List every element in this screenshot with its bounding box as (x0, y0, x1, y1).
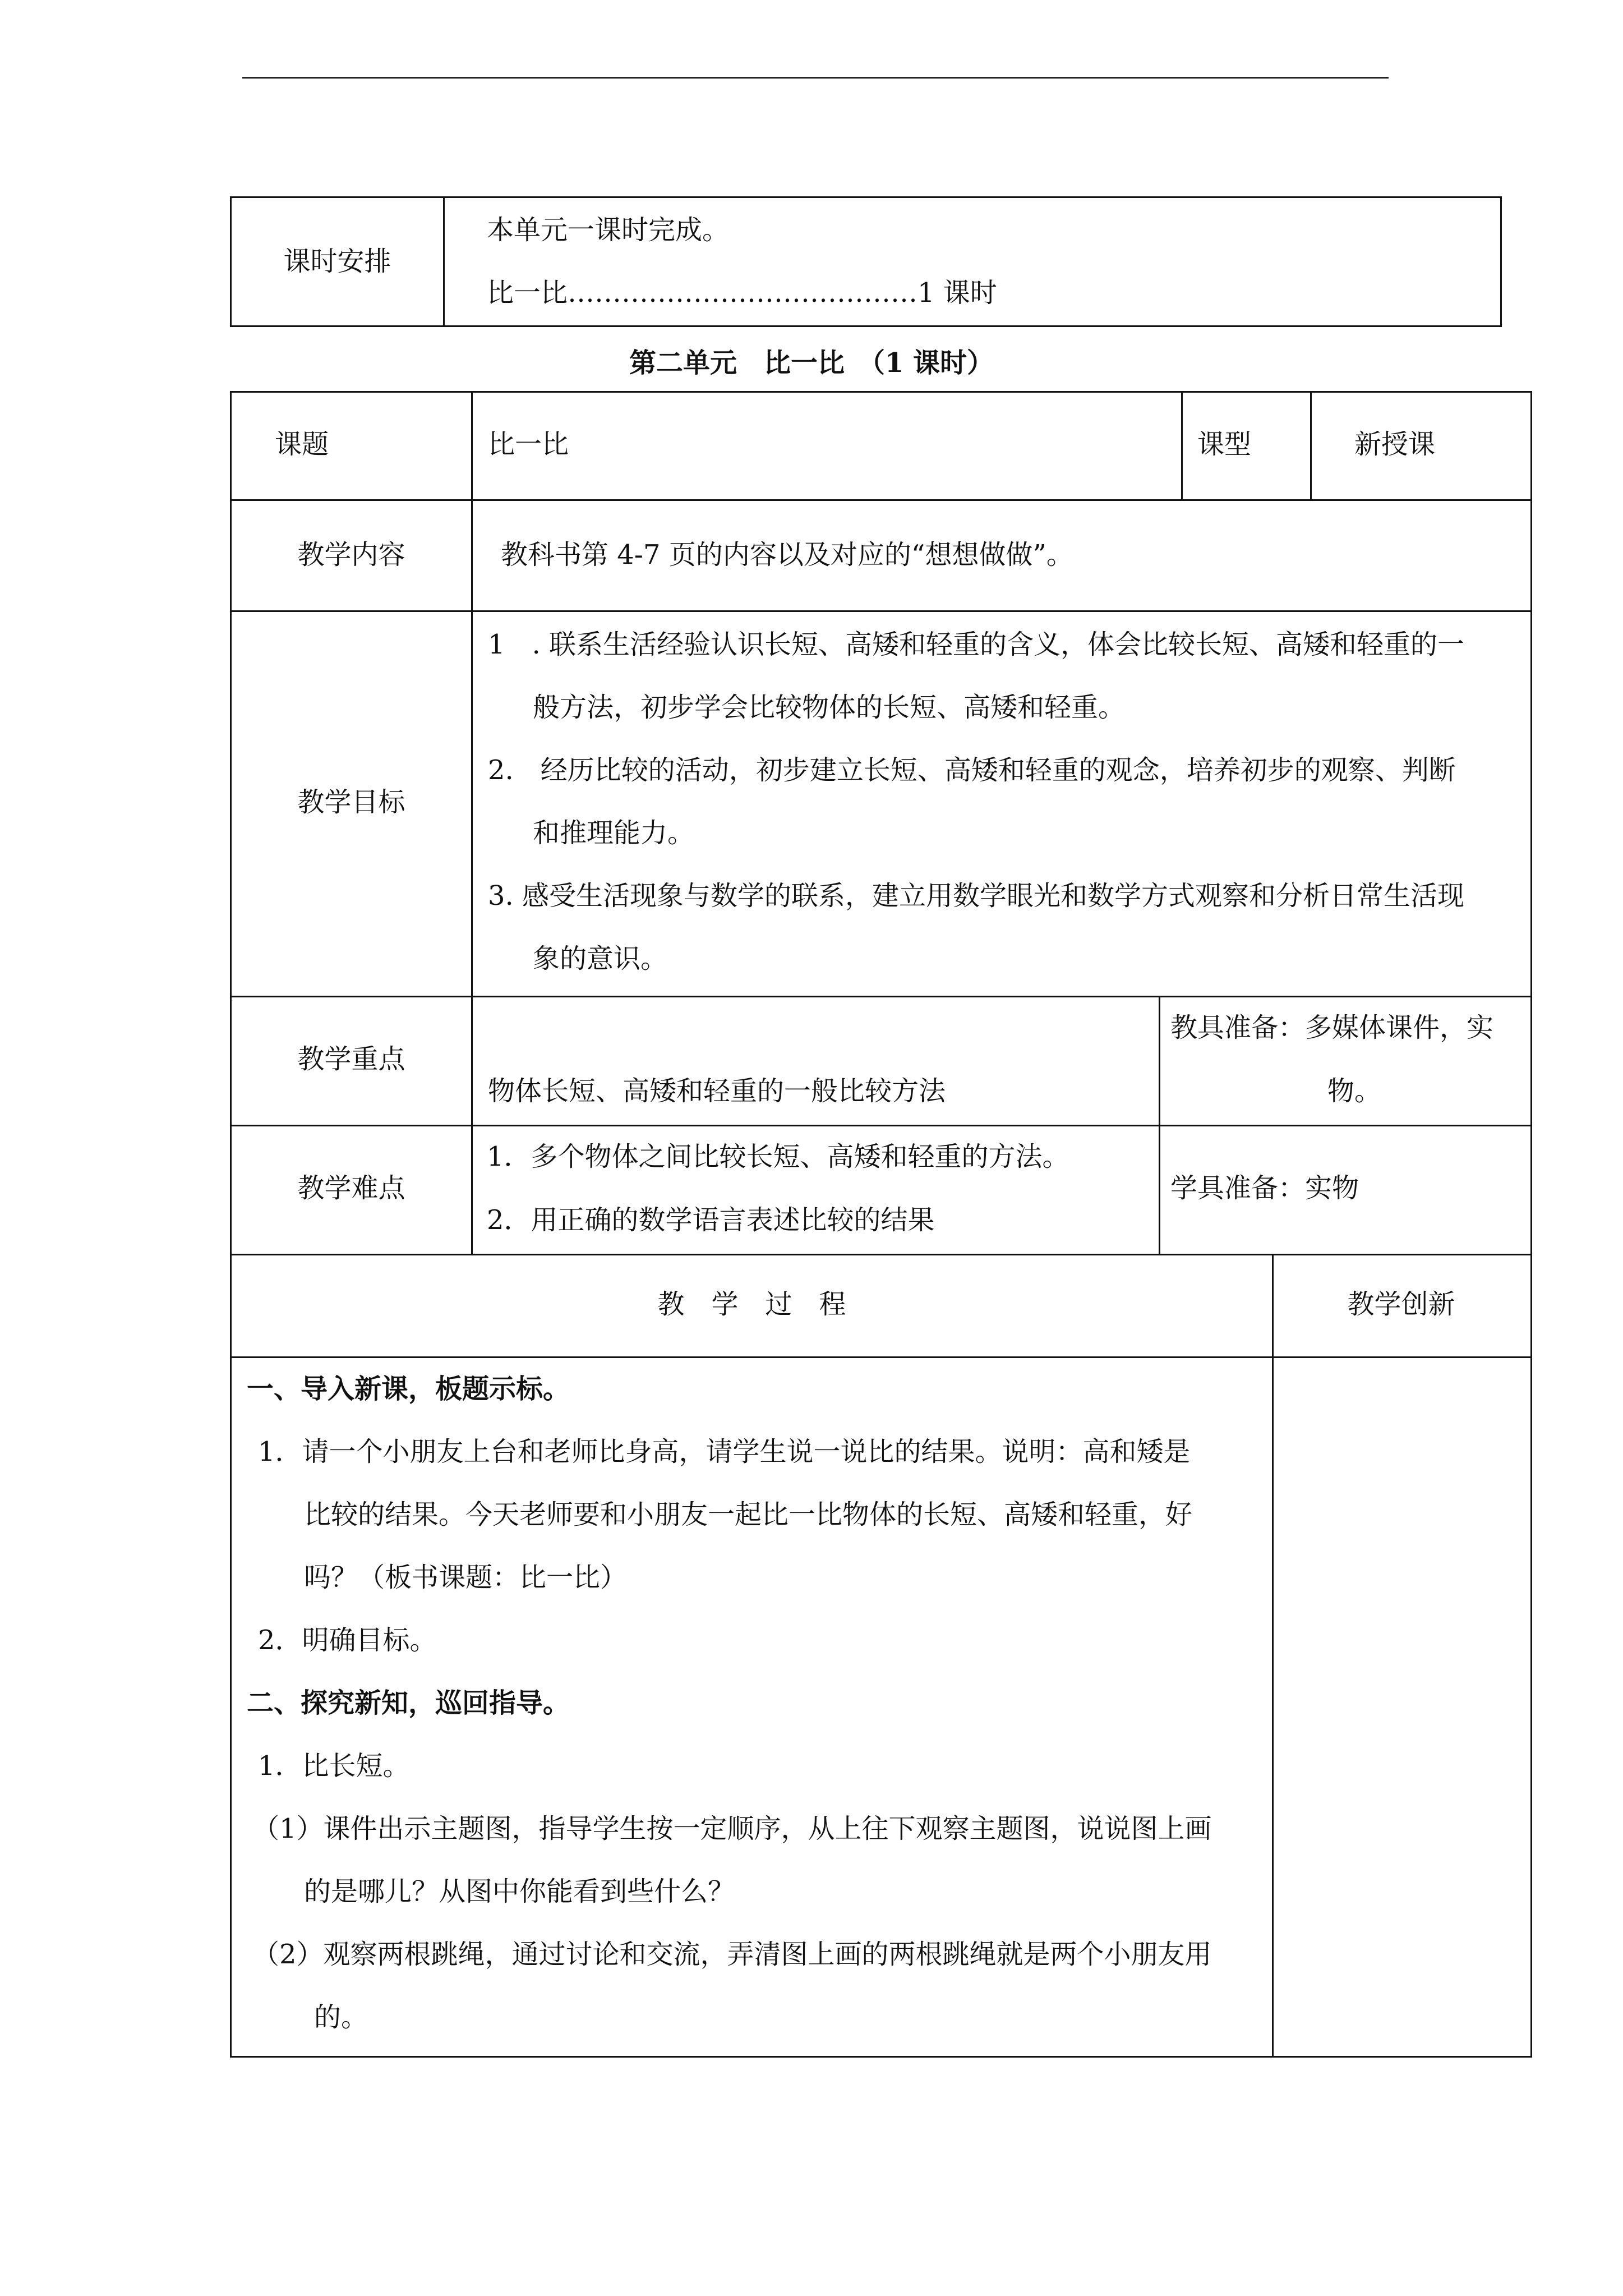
goal-line: 2. 经历比较的活动，初步建立长短、高矮和轻重的观念，培养初步的观察、判断 (488, 754, 1456, 786)
difficulty-line: 2．用正确的数学语言表述比较的结果 (487, 1204, 935, 1236)
type-label: 课型 (1197, 429, 1252, 460)
difficulty-label: 教学难点 (297, 1172, 405, 1204)
process-line: 的是哪儿？从图中你能看到些什么？ (304, 1876, 735, 1907)
content-value: 教科书第 4-7 页的内容以及对应的“想想做做”。 (501, 539, 1073, 570)
process-line: （2）观察两根跳绳，通过讨论和交流，弄清图上画的两根跳绳就是两个小朋友用 (252, 1939, 1212, 1970)
key-value: 物体长短、高矮和轻重的一般比较方法 (488, 1075, 946, 1107)
key-label: 教学重点 (297, 1043, 405, 1075)
header-rule (242, 77, 1389, 79)
goal-line: 1 . 联系生活经验认识长短、高矮和轻重的含义，体会比较长短、高矮和轻重的一 (488, 629, 1465, 660)
schedule-label: 课时安排 (283, 246, 391, 277)
process-line: 一、导入新课，板题示标。 (247, 1373, 570, 1405)
process-line: 比较的结果。今天老师要和小朋友一起比一比物体的长短、高矮和轻重，好 (304, 1499, 1193, 1530)
process-line: 1．请一个小朋友上台和老师比身高，请学生说一说比的结果。说明：高和矮是 (258, 1436, 1191, 1467)
tools-line-1: 教具准备：多媒体课件，实 (1170, 1012, 1494, 1043)
student-tools: 学具准备：实物 (1170, 1172, 1359, 1204)
goal-line: 象的意识。 (533, 943, 668, 974)
process-line: 二、探究新知，巡回指导。 (247, 1687, 570, 1719)
process-line: 吗？（板书课题：比一比） (304, 1562, 628, 1593)
topic-value: 比一比 (488, 429, 569, 460)
content-label: 教学内容 (297, 539, 405, 570)
process-line: 2．明确目标。 (258, 1625, 437, 1656)
topic-label: 课题 (274, 429, 329, 460)
difficulty-line: 1．多个物体之间比较长短、高矮和轻重的方法。 (487, 1141, 1069, 1172)
unit-title: 第二单元 比一比 （1 课时） (629, 347, 994, 379)
process-line: 的。 (314, 2001, 368, 2033)
lesson-table (230, 391, 1532, 1255)
innovation-header: 教学创新 (1347, 1289, 1455, 1320)
goal-line: 般方法，初步学会比较物体的长短、高矮和轻重。 (533, 692, 1126, 723)
goal-line: 3. 感受生活现象与数学的联系，建立用数学眼光和数学方式观察和分析日常生活现 (488, 880, 1465, 912)
tools-line-2: 物。 (1327, 1075, 1382, 1107)
goal-line: 和推理能力。 (533, 817, 695, 849)
type-value: 新授课 (1354, 429, 1436, 460)
goals-label: 教学目标 (297, 786, 405, 818)
schedule-line-1: 本单元一课时完成。 (487, 214, 730, 246)
process-line: 1．比长短。 (258, 1750, 410, 1782)
process-line: （1）课件出示主题图，指导学生按一定顺序，从上往下观察主题图，说说图上画 (252, 1813, 1212, 1844)
schedule-line-2: 比一比…………………………………1 课时 (487, 277, 997, 309)
process-header: 教 学 过 程 (657, 1289, 846, 1320)
